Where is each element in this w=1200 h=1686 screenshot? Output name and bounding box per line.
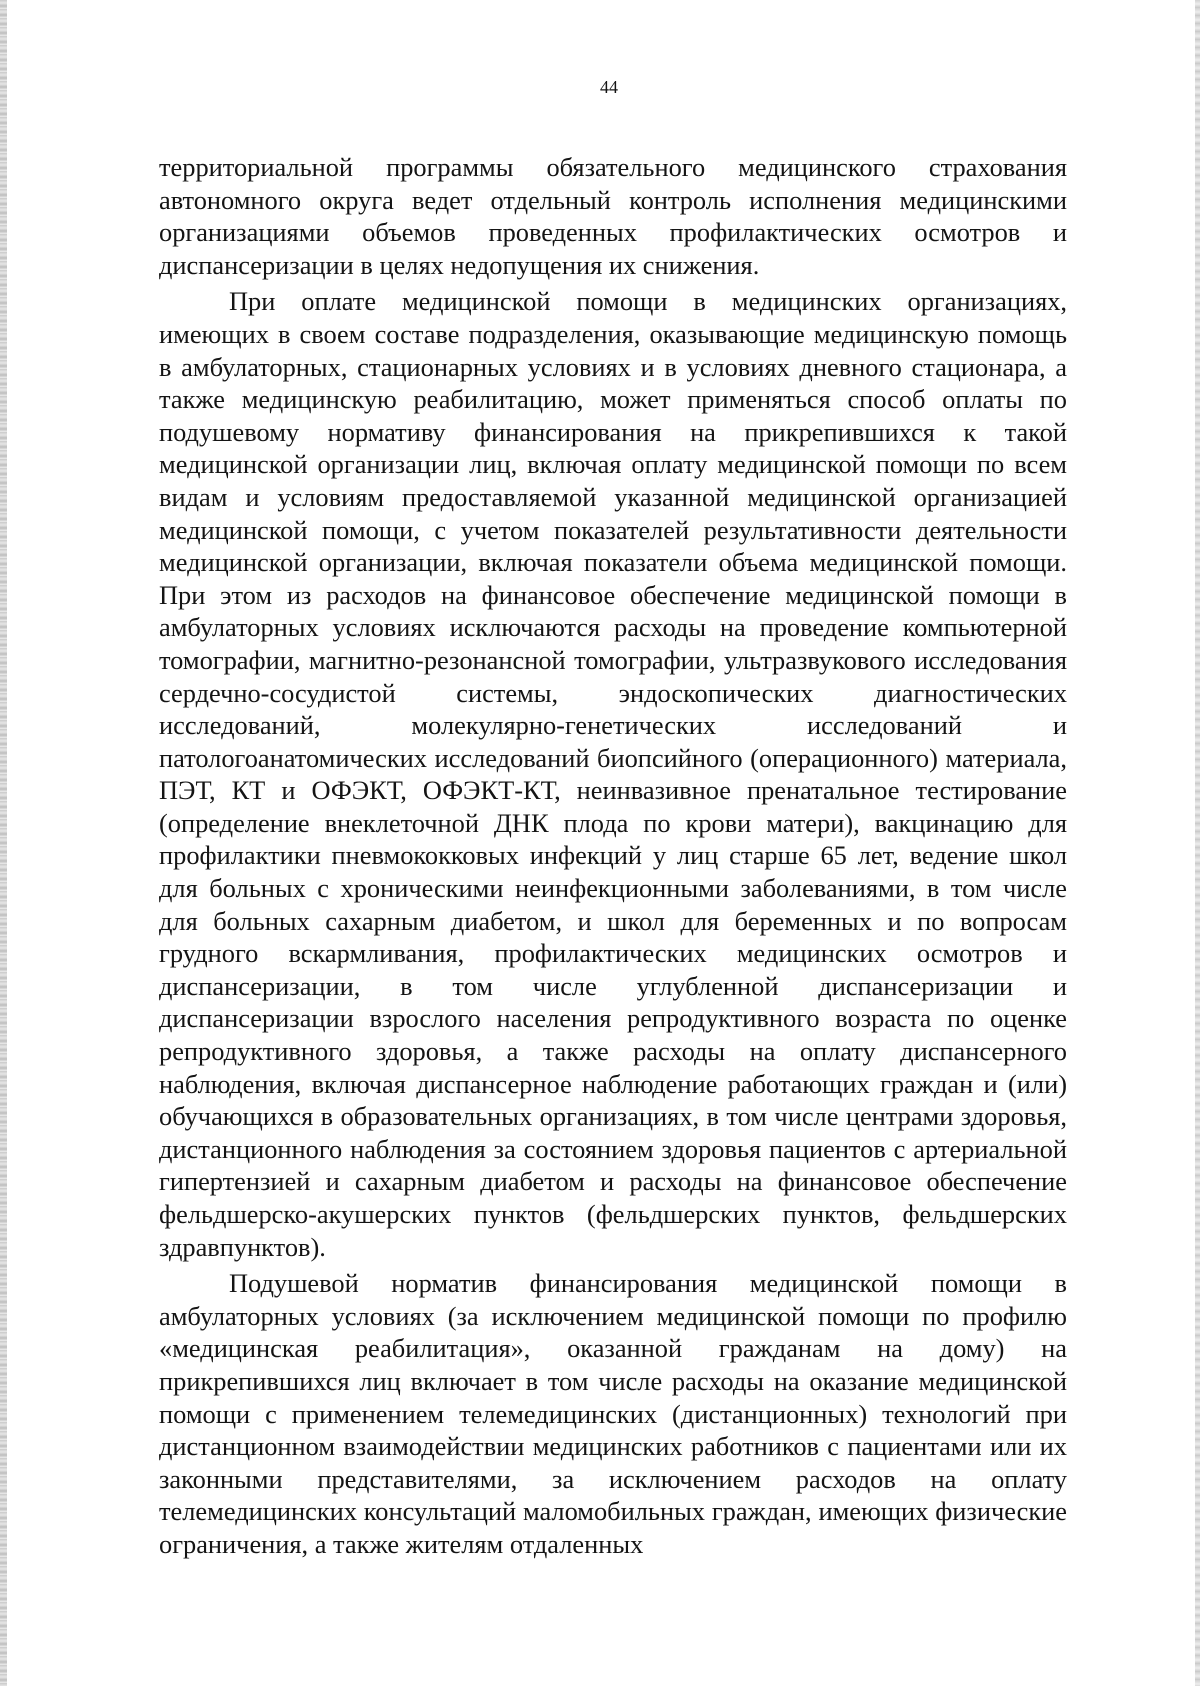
document-body: [159, 151, 1067, 1561]
paragraph-3: Подушевой норматив финансирования медицинской помощи в амбулаторных условиях (за исключением медицинской помощи по профилю «медицинская реабилитация», оказанной гражданам на дому) на прикрепившихся лиц включает в том числе расходы на оказание медицинской помощи с применением телемедицинских (дистанционных) технологий при дистанционном взаимодействии медицинских работников с пациентами или их законными представителями, за исключением расходов на оплату телемедицинских консультаций маломобильных граждан, имеющих физические ограничения, а также жителям отдаленных: [159, 1268, 1067, 1559]
scan-edge-right: [1195, 0, 1200, 1686]
paragraph-1: территориальной программы обязательного медицинского страхования автономного округа ведет отдельный контроль исполнения медицинскими организациями объемов проведенных профилактических осмотров и диспансеризации в целях недопущения их снижения.: [159, 152, 1067, 280]
page-number: 44: [600, 77, 618, 97]
paragraph-2: При оплате медицинской помощи в медицинских организациях, имеющих в своем составе подразделения, оказывающие медицинскую помощь в амбулаторных, стационарных условиях и в условиях дневного стационара, а также медицинскую реабилитацию, может применяться способ оплаты по подушевому нормативу финансирования на прикрепившихся к такой медицинской организации лиц, включая оплату медицинской помощи по всем видам и условиям предоставляемой указанной медицинской организацией медицинской помощи, с учетом показателей результативности деятельности медицинской организации, включая показатели объема медицинской помощи. При этом из расходов на финансовое обеспечение медицинской помощи в амбулаторных условиях исключаются расходы на проведение компьютерной томографии, магнитно-резонансной томографии, ультразвукового исследования сердечно-сосудистой системы, эндоскопических диагностических исследований, молекулярно-генетических исследований и патологоанатомических исследований биопсийного (операционного) материала, ПЭТ, КТ и ОФЭКТ, ОФЭКТ-КТ, неинвазивное пренатальное тестирование (определение внеклеточной ДНК плода по крови матери), вакцинацию для профилактики пневмококковых инфекций у лиц старше 65 лет, ведение школ для больных с хроническими неинфекционными заболеваниями, в том числе для больных сахарным диабетом, и школ для беременных и по вопросам грудного вскармливания, профилактических медицинских осмотров и диспансеризации, в том числе углубленной диспансеризации и диспансеризации взрослого населения репродуктивного возраста по оценке репродуктивного здоровья, а также расходы на оплату диспансерного наблюдения, включая диспансерное наблюдение работающих граждан и (или) обучающихся в образовательных организациях, в том числе центрами здоровья, дистанционного наблюдения за состоянием здоровья пациентов с артериальной гипертензией и сахарным диабетом и расходы на финансовое обеспечение фельдшерско-акушерских пунктов (фельдшерских пунктов, фельдшерских здравпунктов).: [159, 286, 1067, 1262]
scan-edge-left: [0, 0, 7, 1686]
